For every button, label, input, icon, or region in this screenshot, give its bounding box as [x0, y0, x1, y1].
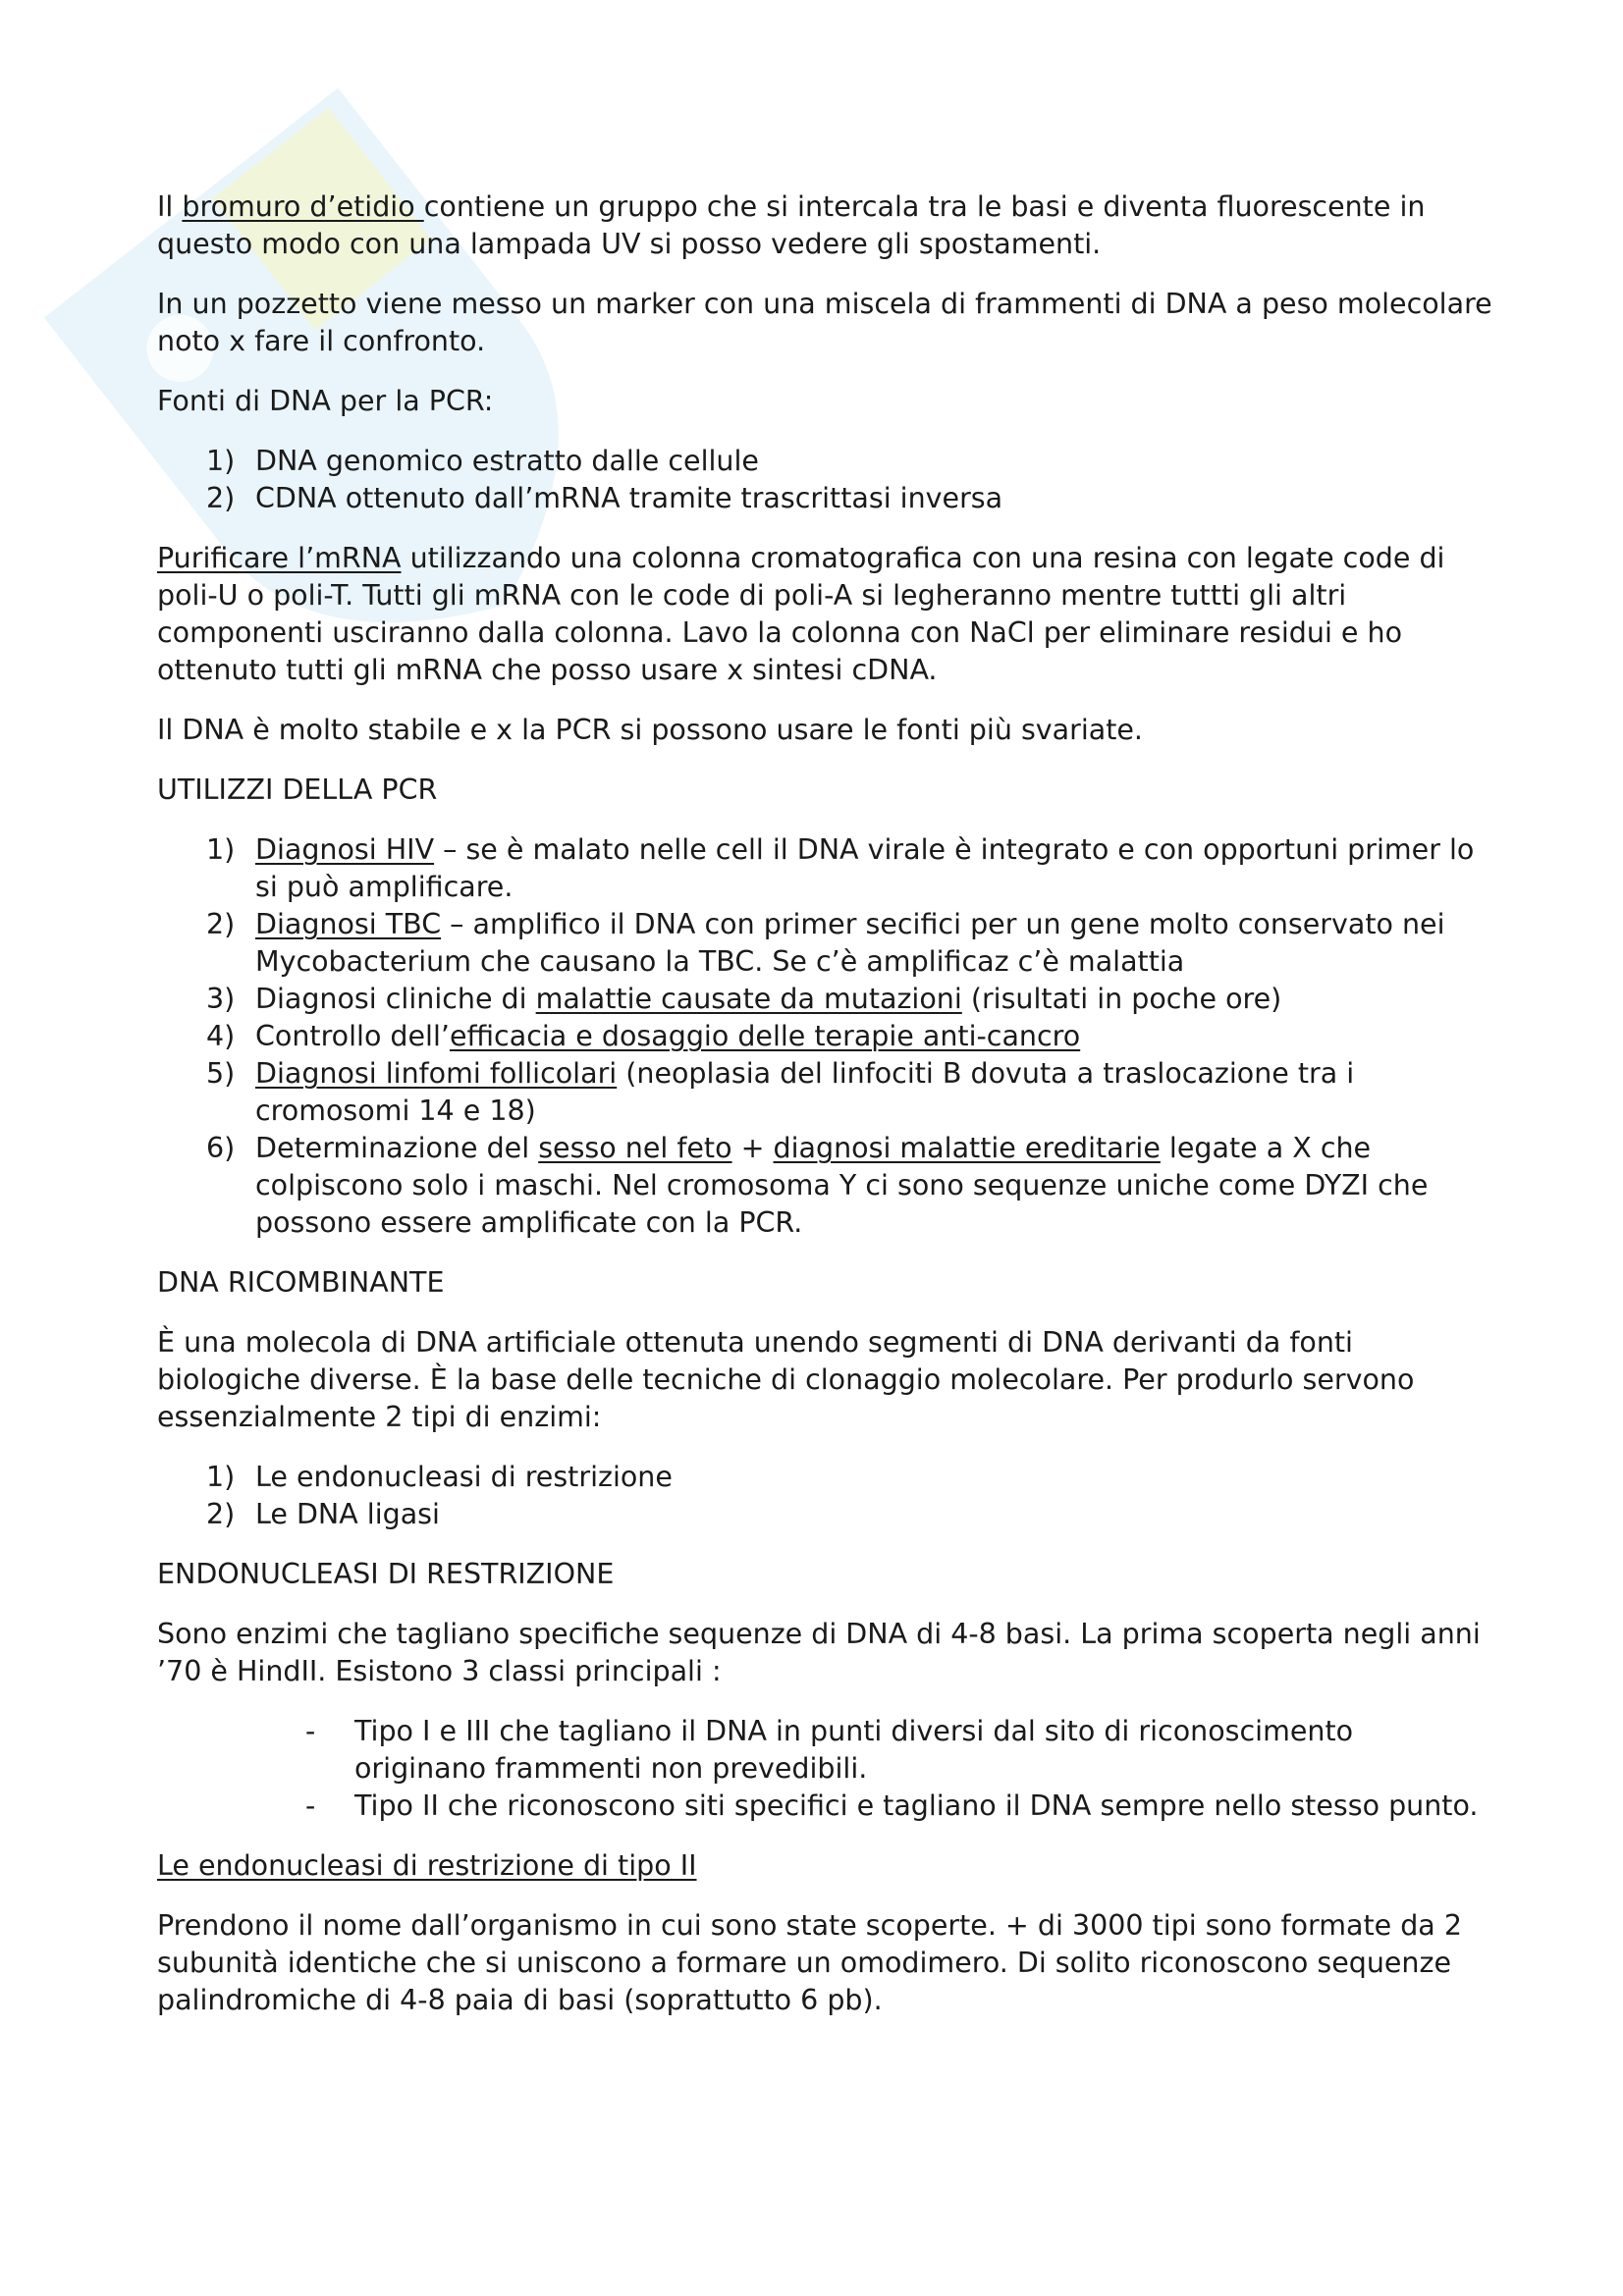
- paragraph-marker: In un pozzetto viene messo un marker con una miscela di frammenti di DNA a peso molecolare noto x fare il confronto.: [157, 288, 1492, 357]
- list-item: 1) Le endonucleasi di restrizione: [206, 1461, 673, 1493]
- list-item: 3) Diagnosi cliniche di malattie causate da mutazioni (risultati in poche ore): [206, 983, 1282, 1015]
- paragraph-stabile: Il DNA è molto stabile e x la PCR si possono usare le fonti più svariate.: [157, 714, 1143, 746]
- paragraph-bromuro: Il bromuro d’etidio contiene un gruppo che si intercala tra le basi e diventa fluorescente in questo modo con una lampada UV si posso vedere gli spostamenti.: [157, 190, 1426, 260]
- list-tipi: [157, 1713, 1492, 1825]
- list-utilizzi: [157, 831, 1492, 1242]
- list-item: - Tipo II che riconoscono siti specifici e tagliano il DNA sempre nello stesso punto.: [305, 1789, 1479, 1822]
- document-page: [157, 188, 1492, 2042]
- heading-utilizzi: UTILIZZI DELLA PCR: [157, 774, 438, 806]
- list-item: 1) DNA genomico estratto dalle cellule: [206, 445, 759, 477]
- list-fonti: [157, 443, 1492, 517]
- paragraph-ricombinante: È una molecola di DNA artificiale ottenuta unendo segmenti di DNA derivanti da fonti biologiche diverse. È la base delle tecniche di clonaggio molecolare. Per produrlo servono essenzialmente 2 tipi di enzimi:: [157, 1326, 1415, 1433]
- list-item: 5) Diagnosi linfomi follicolari (neoplasia del linfociti B dovuta a traslocazione tra i cromosomi 14 e 18): [206, 1057, 1355, 1127]
- list-item: 1) Diagnosi HIV – se è malato nelle cell il DNA virale è integrato e con opportuni primer lo si può amplificare.: [206, 833, 1475, 903]
- paragraph-endonucleasi: Sono enzimi che tagliano specifiche sequenze di DNA di 4-8 basi. La prima scoperta negli anni ’70 è HindII. Esistono 3 classi principali :: [157, 1618, 1481, 1687]
- paragraph-tipo-ii: Prendono il nome dall’organismo in cui sono state scoperte. + di 3000 tipi sono formate da 2 subunità identiche che si uniscono a formare un omodimero. Di solito riconoscono sequenze palindromiche di 4-8 paia di basi (soprattutto 6 pb).: [157, 1909, 1462, 2016]
- list-item: 2) CDNA ottenuto dall’mRNA tramite trascrittasi inversa: [206, 482, 1003, 514]
- list-item: 4) Controllo dell’efficacia e dosaggio delle terapie anti-cancro: [206, 1020, 1081, 1052]
- list-item: 2) Le DNA ligasi: [206, 1498, 440, 1530]
- term-bromuro: bromuro d’etidio: [182, 190, 424, 223]
- heading-endonucleasi: ENDONUCLEASI DI RESTRIZIONE: [157, 1558, 615, 1590]
- paragraph-purificare: Purificare l’mRNA utilizzando una colonna cromatografica con una resina con legate code di poli-U o poli-T. Tutti gli mRNA con le code di poli-A si legheranno mentre tuttti gli altri componenti usciranno dalla colonna. Lavo la colonna con NaCl per eliminare residui e ho ottenuto tutti gli mRNA che posso usare x sintesi cDNA.: [157, 542, 1445, 686]
- list-item: - Tipo I e III che tagliano il DNA in punti diversi dal sito di riconoscimento originano frammenti non prevedibili.: [305, 1715, 1354, 1785]
- list-item: 2) Diagnosi TBC – amplifico il DNA con primer secifici per un gene molto conservato nei Mycobacterium che causano la TBC. Se c’è amplificaz c’è malattia: [206, 908, 1445, 978]
- paragraph-fonti-intro: Fonti di DNA per la PCR:: [157, 385, 494, 417]
- heading-dna-ricombinante: DNA RICOMBINANTE: [157, 1266, 445, 1299]
- term-purificare: Purificare l’mRNA: [157, 542, 402, 574]
- list-enzimi: [157, 1459, 1492, 1533]
- list-item: 6) Determinazione del sesso nel feto + diagnosi malattie ereditarie legate a X che colpiscono solo i maschi. Nel cromosoma Y ci sono sequenze uniche come DYZI che possono essere amplificate con la PCR.: [206, 1132, 1429, 1239]
- subheading-tipo-ii: Le endonucleasi di restrizione di tipo II: [157, 1849, 697, 1882]
